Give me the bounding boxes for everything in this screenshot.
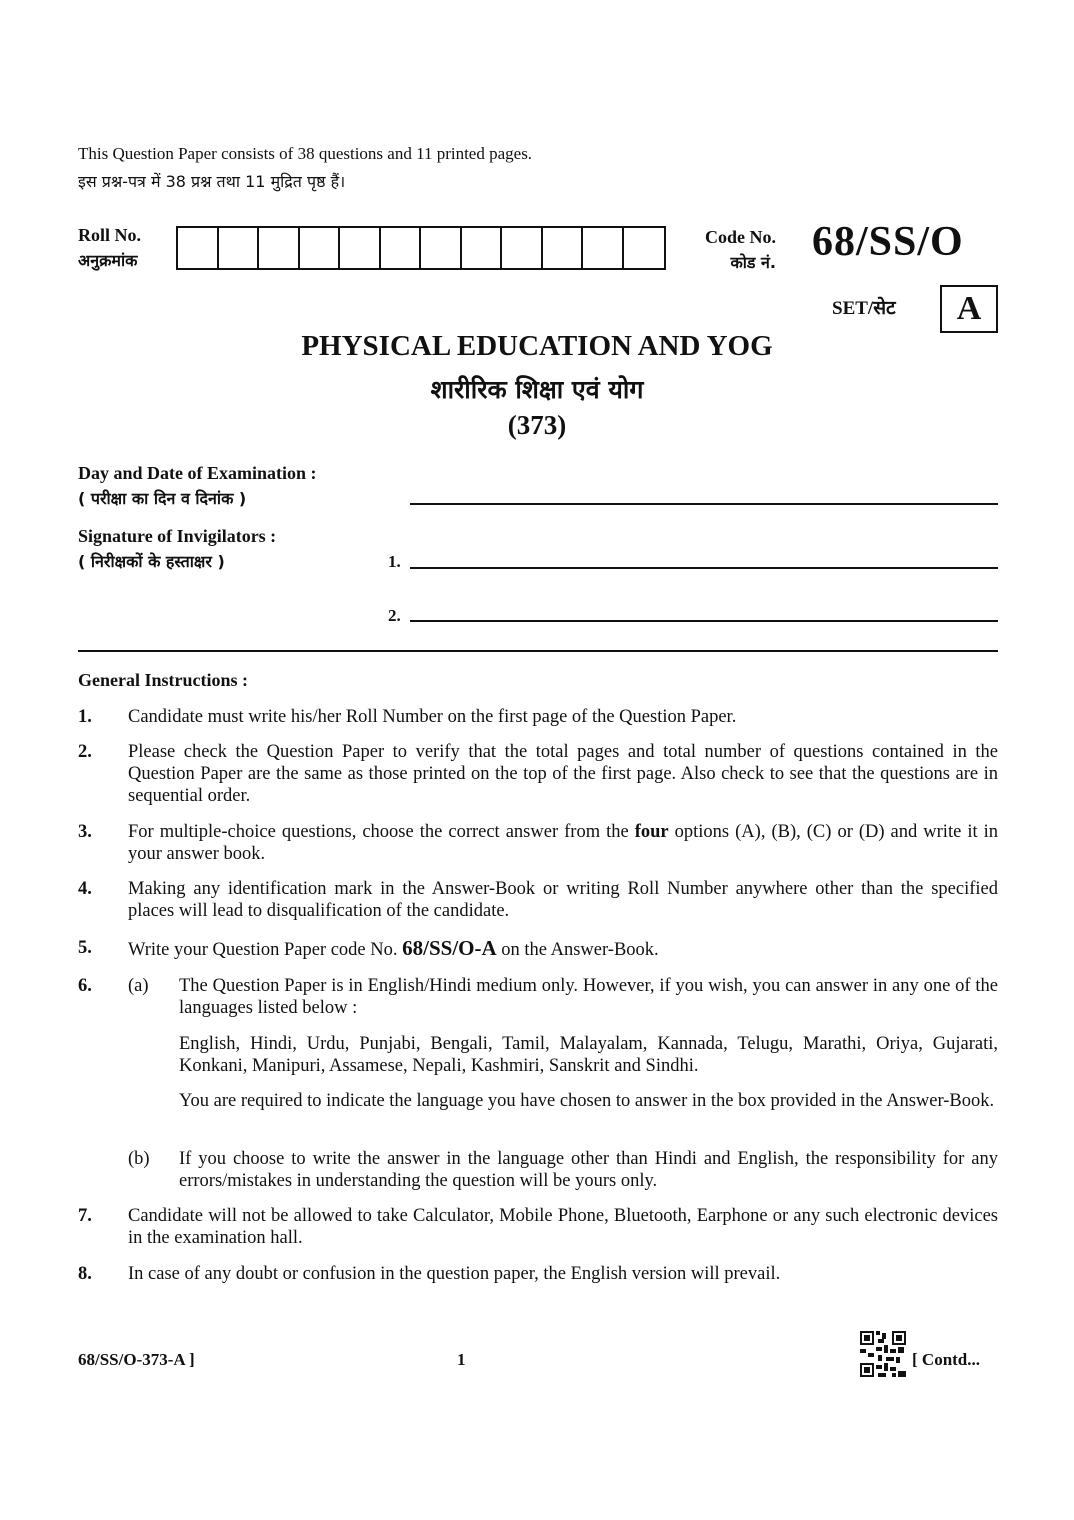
instruction-number: 4.: [78, 879, 92, 899]
set-value-box: A: [940, 285, 998, 333]
section-divider: [78, 650, 998, 652]
exam-date-label: [78, 460, 317, 512]
instruction-text: Making any identification mark in the Answer-Book or writing Roll Number anywhere other than the specified places will lead to disqualification of the candidate.: [128, 879, 998, 921]
roll-digit-box[interactable]: [340, 228, 381, 268]
instruction-2: [78, 741, 998, 807]
roll-digit-box[interactable]: [178, 228, 219, 268]
code-label-hindi: कोड नं.: [730, 253, 776, 272]
instruction-text: Candidate must write his/her Roll Number on the first page of the Question Paper.: [128, 707, 737, 727]
subject-title-hindi: शारीरिक शिक्षा एवं योग: [430, 375, 644, 404]
instruction-7: [78, 1205, 998, 1249]
qr-code-icon: [860, 1331, 906, 1377]
signature-hindi: ( निरीक्षकों के हस्ताक्षर ): [78, 552, 225, 571]
sub-instruction-text: If you choose to write the answer in the language other than Hindi and English, the responsibility for any errors/mistakes in understanding the question will be yours only.: [179, 1149, 998, 1191]
instruction-1: [78, 706, 998, 728]
instruction-3: [78, 821, 998, 865]
instruction-text-part: options (A), (B), (C) or (D) and write it in your answer book.: [128, 822, 998, 864]
instruction-number: 2.: [78, 742, 92, 762]
instruction-8: [78, 1263, 998, 1285]
signature-1-number: 1.: [388, 552, 401, 571]
roll-digit-box[interactable]: [421, 228, 462, 268]
pages-note-english: This Question Paper consists of 38 questions and 11 printed pages.: [78, 144, 533, 163]
footer-continued: [ Contd...: [912, 1350, 981, 1369]
instruction-number: 3.: [78, 822, 92, 842]
roll-label-english: Roll No.: [78, 225, 141, 245]
exam-date-line[interactable]: [410, 503, 998, 505]
signature-1-line[interactable]: [410, 567, 998, 569]
roll-digit-box[interactable]: [381, 228, 422, 268]
roll-number-label: [78, 222, 141, 274]
sub-instruction-label: (b): [128, 1149, 150, 1169]
invigilator-signature-label: [78, 523, 276, 575]
languages-list: English, Hindi, Urdu, Punjabi, Bengali, Tamil, Malayalam, Kannada, Telugu, Marathi, Oriya, Gujarati, Konkani, Manipuri, Assamese, Nepali, Kashmiri, Sanskrit and Sindhi.: [179, 1034, 998, 1076]
code-label-english: Code No.: [705, 227, 776, 247]
signature-2-number: 2.: [388, 606, 401, 625]
instruction-text: [128, 937, 998, 961]
instruction-6b: [128, 1148, 998, 1192]
roll-digit-box[interactable]: [259, 228, 300, 268]
instruction-text: In case of any doubt or confusion in the question paper, the English version will prevail.: [128, 1264, 781, 1284]
instruction-number: 8.: [78, 1264, 92, 1284]
code-number-value: 68/SS/O: [812, 219, 964, 265]
exam-date-english: Day and Date of Examination :: [78, 463, 317, 483]
roll-digit-box[interactable]: [502, 228, 543, 268]
roll-digit-box[interactable]: [462, 228, 503, 268]
signature-english: Signature of Invigilators :: [78, 526, 277, 546]
footer-paper-code: 68/SS/O-373-A ]: [78, 1350, 195, 1369]
code-number-label: [686, 224, 776, 276]
roll-label-hindi: अनुक्रमांक: [78, 251, 138, 270]
sub-instruction-label: (a): [128, 976, 149, 996]
exam-date-hindi: ( परीक्षा का दिन व दिनांक ): [78, 489, 247, 508]
instruction-4: [78, 878, 998, 922]
sub-instruction-text: The Question Paper is in English/Hindi medium only. However, if you wish, you can answer in any one of the languages listed below :: [179, 976, 998, 1018]
instruction-emphasis: four: [634, 822, 669, 842]
general-instructions-heading: General Instructions :: [78, 670, 248, 690]
set-label: SET/सेट: [832, 298, 896, 319]
footer-page-number: 1: [457, 1350, 466, 1369]
instruction-text-part: Write your Question Paper code No.: [128, 940, 403, 960]
instruction-text: Candidate will not be allowed to take Calculator, Mobile Phone, Bluetooth, Earphone or any such electronic devices in the examination hall.: [128, 1206, 998, 1248]
language-box-note: You are required to indicate the language you have chosen to answer in the box provided in the Answer-Book.: [179, 1091, 995, 1111]
subject-title-english: PHYSICAL EDUCATION AND YOG: [301, 330, 773, 362]
instruction-emphasis: 68/SS/O-A: [402, 936, 497, 960]
roll-digit-box[interactable]: [543, 228, 584, 268]
roll-digit-box[interactable]: [219, 228, 260, 268]
instruction-text-part: on the Answer-Book.: [496, 940, 659, 960]
roll-digit-box[interactable]: [583, 228, 624, 268]
instruction-text: [128, 821, 998, 865]
roll-digit-box[interactable]: [300, 228, 341, 268]
instruction-6a: [128, 975, 998, 1019]
instruction-number: 7.: [78, 1206, 92, 1226]
instruction-text-part: For multiple-choice questions, choose the correct answer from the: [128, 822, 635, 842]
instruction-5: [78, 937, 998, 961]
subject-code: (373): [507, 410, 567, 440]
roll-number-boxes[interactable]: [176, 226, 666, 270]
pages-note-hindi: इस प्रश्न-पत्र में 38 प्रश्न तथा 11 मुद्रित पृष्ठ हैं।: [78, 172, 346, 191]
instruction-number: 6.: [78, 976, 92, 996]
instruction-text: Please check the Question Paper to verify that the total pages and total number of questions contained in the Question Paper are the same as those printed on the top of the first page. Also check to see that the questions are in sequential order.: [128, 742, 998, 806]
instruction-number: 1.: [78, 707, 92, 727]
instruction-number: 5.: [78, 938, 92, 958]
roll-digit-box[interactable]: [624, 228, 665, 268]
signature-2-line[interactable]: [410, 620, 998, 622]
